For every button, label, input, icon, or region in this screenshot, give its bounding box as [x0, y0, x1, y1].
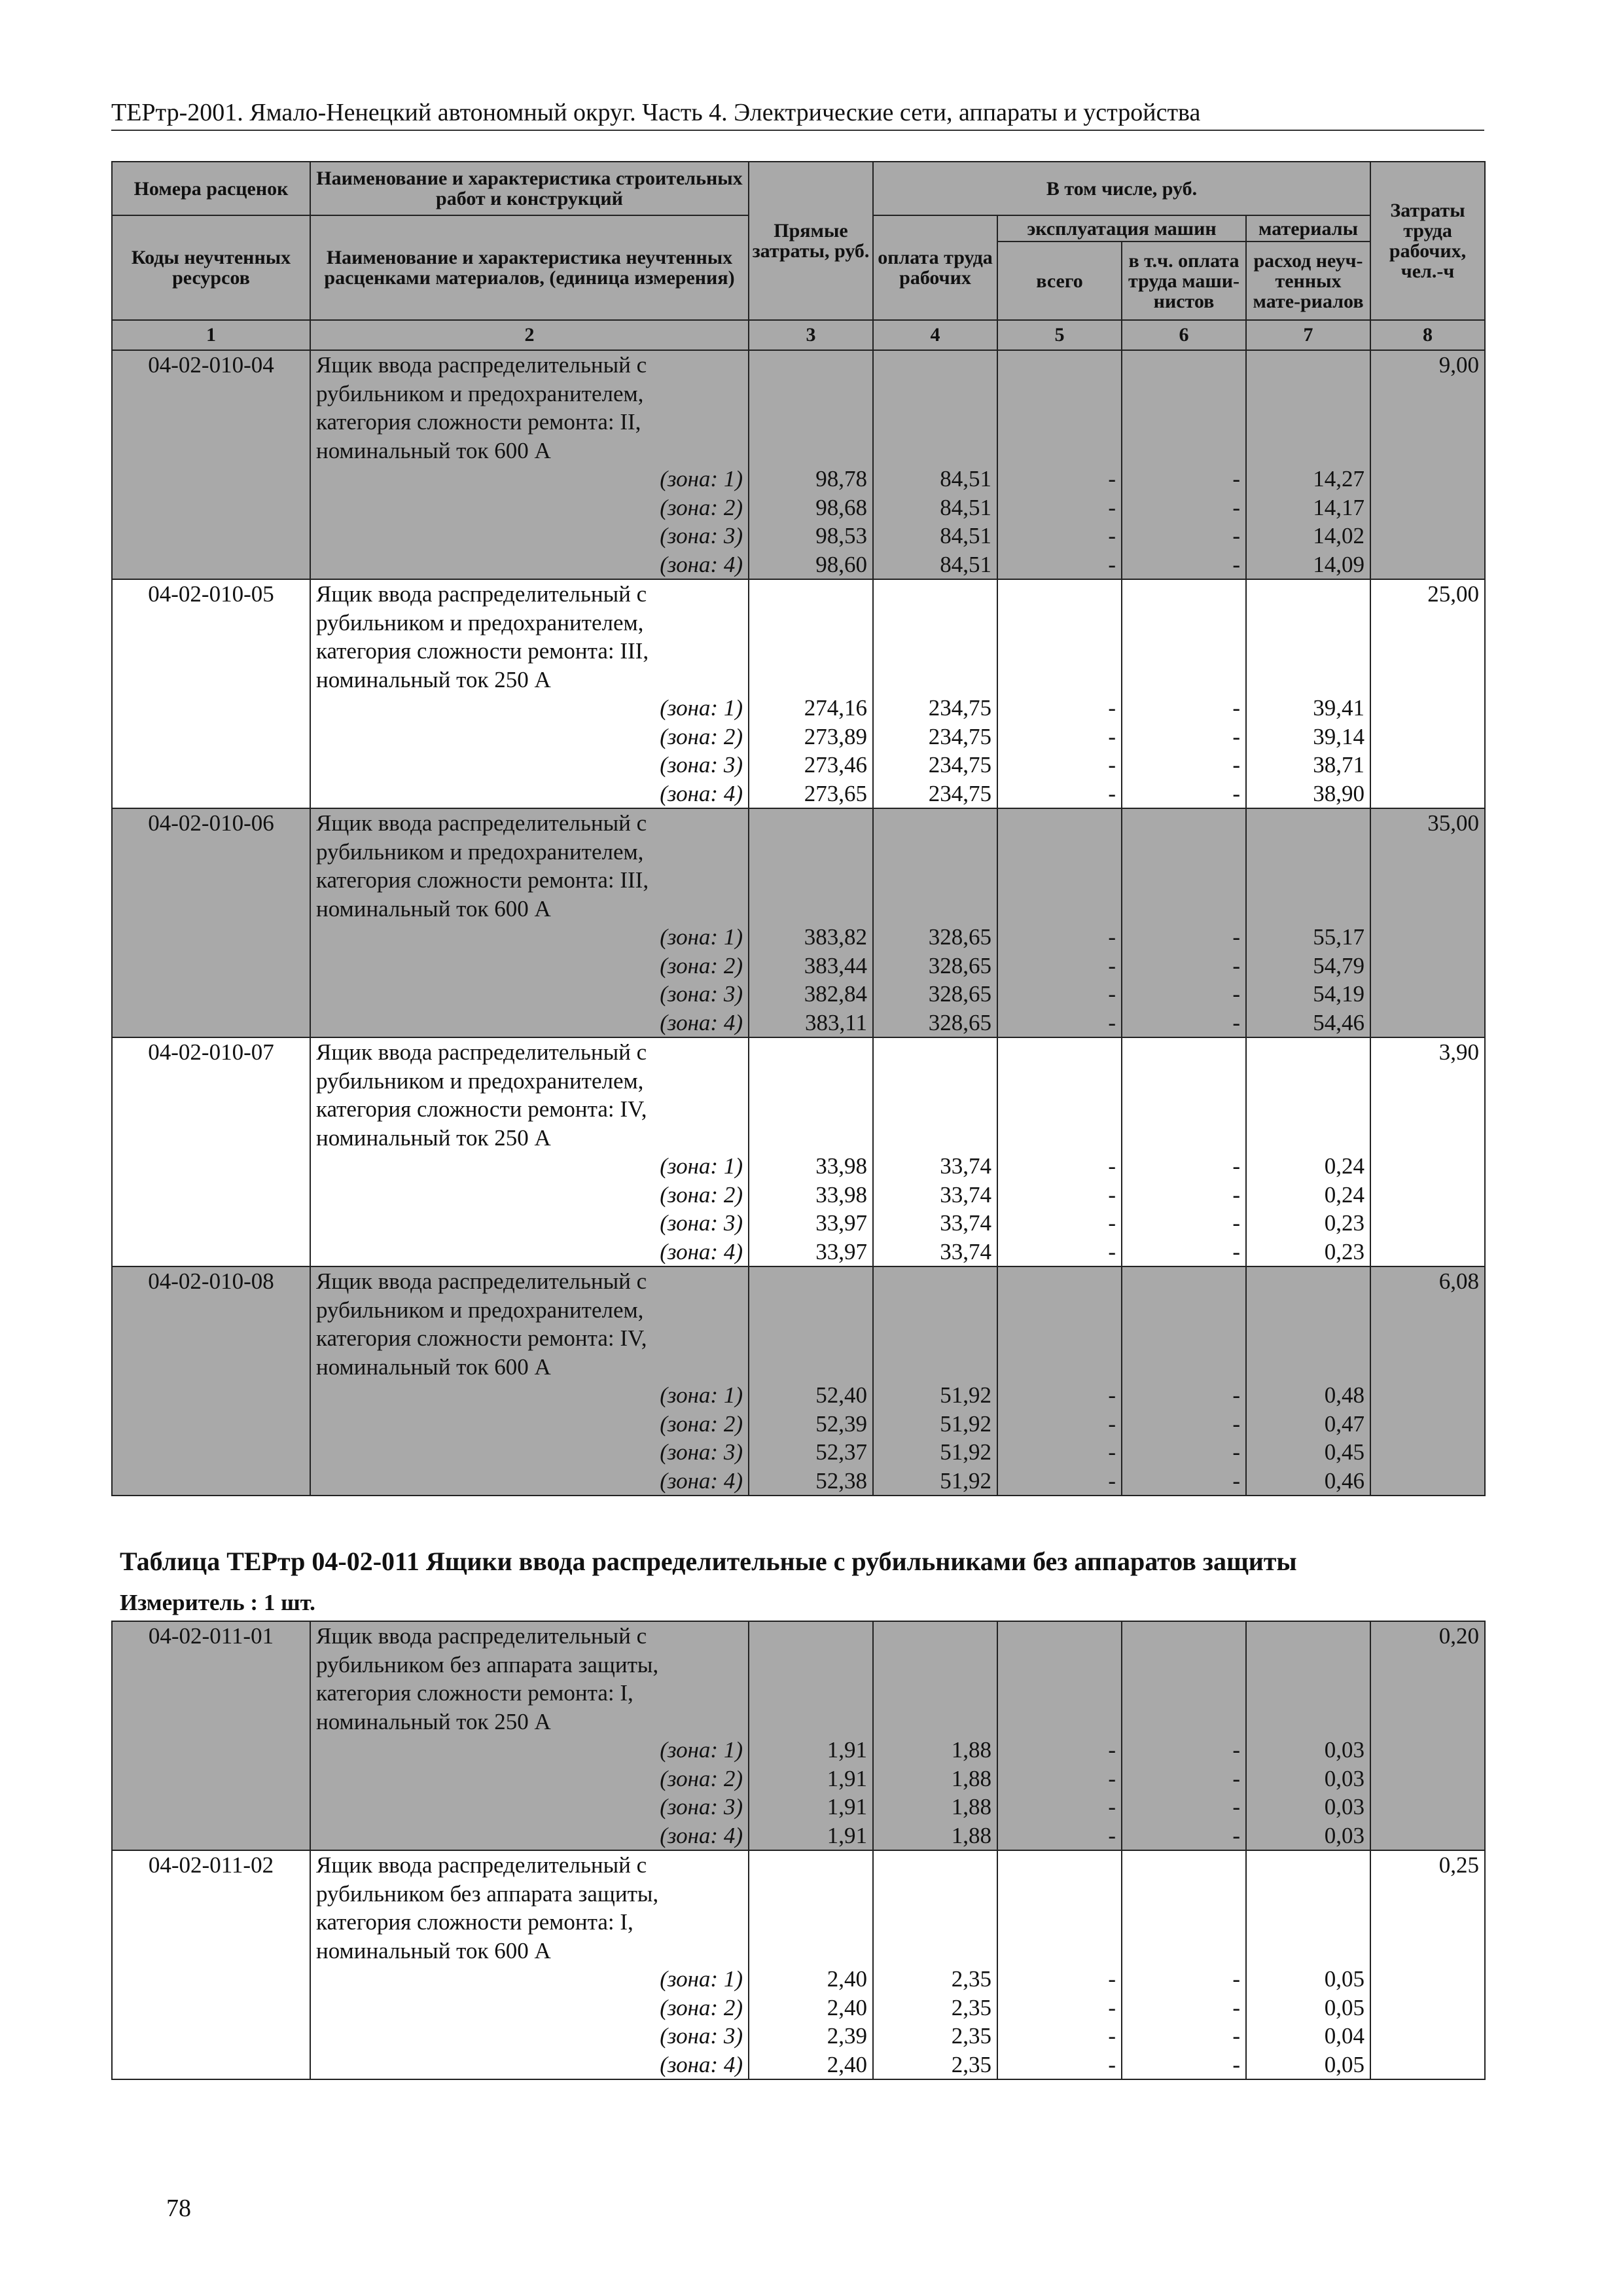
machinist-pay-cell: [1122, 1850, 1246, 2079]
worker-pay-cell: [873, 1621, 997, 1850]
machinist-pay-value: -: [1232, 551, 1240, 577]
table-meter: Измеритель : 1 шт.: [120, 1590, 315, 1615]
materials-value: 0,03: [1324, 1822, 1364, 1848]
direct-cost-value: 383,44: [804, 952, 867, 978]
machine-total-value: -: [1108, 1994, 1116, 2020]
materials-value: 0,24: [1324, 1153, 1365, 1179]
direct-cost-value: 98,53: [815, 523, 867, 548]
machine-total-value: -: [1108, 466, 1116, 492]
machinist-pay-value: -: [1232, 1238, 1240, 1265]
direct-cost-value: 2,40: [827, 1994, 867, 2020]
machinist-pay-value: -: [1232, 695, 1240, 721]
worker-pay-value: 234,75: [928, 752, 991, 778]
machine-total-value: -: [1108, 752, 1116, 778]
zone-label: (зона: 3): [660, 2023, 743, 2049]
machine-total-cell: [997, 808, 1122, 1037]
col-number: 8: [1370, 320, 1485, 350]
materials-header: материалы: [1246, 215, 1370, 242]
rate-code: 04-02-010-06: [112, 808, 310, 1037]
machinist-pay-value: -: [1232, 981, 1240, 1007]
zone-label: (зона: 2): [660, 494, 743, 520]
worker-pay-value: 33,74: [940, 1238, 991, 1265]
materials-value: 54,46: [1313, 1009, 1365, 1035]
machine-total-value: -: [1108, 723, 1116, 749]
labor-cost: 0,20: [1370, 1621, 1485, 1850]
worker-pay-value: 328,65: [928, 981, 991, 1007]
machinist-pay-value: -: [1232, 1966, 1240, 1992]
worker-pay-value: 2,35: [951, 1966, 991, 1992]
direct-cost-value: 273,65: [804, 780, 867, 806]
materials-value: 54,79: [1313, 952, 1365, 978]
worker-pay-value: 84,51: [940, 551, 991, 577]
table-row: [112, 1266, 1485, 1496]
zone-label: (зона: 4): [660, 1822, 743, 1848]
direct-cost-value: 383,11: [805, 1009, 867, 1035]
zone-label: (зона: 1): [660, 1153, 743, 1179]
materials-value: 0,23: [1324, 1238, 1365, 1265]
materials-value: 0,23: [1324, 1210, 1365, 1236]
direct-cost-value: 382,84: [804, 981, 867, 1007]
machinist-pay-value: -: [1232, 1382, 1240, 1408]
machinist-pay-value: -: [1232, 723, 1240, 749]
direct-cost-cell: [749, 350, 873, 579]
machine-total-value: -: [1108, 695, 1116, 721]
worker-pay-cell: [873, 350, 997, 579]
table-row: [112, 350, 1485, 579]
machine-total-value: -: [1108, 523, 1116, 548]
description-line: номинальный ток 600 А: [316, 1354, 551, 1380]
rate-description: [310, 579, 749, 808]
machinist-pay-value: -: [1232, 1737, 1240, 1763]
direct-cost-value: 1,91: [827, 1794, 867, 1820]
machine-total-cell: [997, 1621, 1122, 1850]
worker-pay-value: 51,92: [940, 1382, 991, 1408]
description-line: Ящик ввода распределительный с: [316, 1039, 647, 1065]
table-row: [112, 808, 1485, 1037]
worker-pay-value: 2,35: [951, 1994, 991, 2020]
worker-pay-cell: [873, 1266, 997, 1496]
materials-cell: [1246, 1266, 1370, 1496]
worker-pay-value: 33,74: [940, 1181, 991, 1208]
col6-header: в т.ч. оплата труда маши-нистов: [1122, 242, 1246, 320]
machine-total-value: -: [1108, 1439, 1116, 1465]
col3-header: Прямые затраты, руб.: [749, 162, 873, 320]
worker-pay-value: 234,75: [928, 723, 991, 749]
direct-cost-value: 33,97: [815, 1238, 867, 1265]
rate-code: 04-02-010-04: [112, 350, 310, 579]
zone-label: (зона: 4): [660, 551, 743, 577]
machine-total-cell: [997, 1037, 1122, 1266]
direct-cost-value: 33,98: [815, 1181, 867, 1208]
machinist-pay-value: -: [1232, 523, 1240, 548]
description-line: категория сложности ремонта: IV,: [316, 1096, 647, 1122]
machine-total-value: -: [1108, 1467, 1116, 1494]
machinist-pay-value: -: [1232, 1994, 1240, 2020]
description-line: рубильником без аппарата защиты,: [316, 1651, 659, 1677]
zone-label: (зона: 4): [660, 2051, 743, 2077]
machinist-pay-value: -: [1232, 1794, 1240, 1820]
materials-value: 38,71: [1313, 752, 1365, 778]
zone-label: (зона: 3): [660, 1439, 743, 1465]
description-line: номинальный ток 250 А: [316, 666, 551, 692]
zone-label: (зона: 2): [660, 723, 743, 749]
machine-total-value: -: [1108, 1822, 1116, 1848]
machine-total-cell: [997, 579, 1122, 808]
materials-value: 0,05: [1324, 1966, 1364, 1992]
machine-total-value: -: [1108, 494, 1116, 520]
worker-pay-cell: [873, 579, 997, 808]
machine-total-value: -: [1108, 551, 1116, 577]
materials-value: 0,47: [1324, 1410, 1365, 1437]
materials-value: 0,46: [1324, 1467, 1365, 1494]
description-line: номинальный ток 600 А: [316, 895, 551, 922]
zone-label: (зона: 3): [660, 752, 743, 778]
rate-description: [310, 1037, 749, 1266]
worker-pay-cell: [873, 1850, 997, 2079]
table-title: Таблица ТЕРтр 04-02-011 Ящики ввода распределительные с рубильниками без аппаратов защиты: [120, 1547, 1297, 1576]
col8-header: Затраты труда рабочих, чел.-ч: [1370, 162, 1485, 320]
direct-cost-cell: [749, 1850, 873, 2079]
direct-cost-value: 2,39: [827, 2023, 867, 2049]
col2-header-top: Наименование и характеристика строительных работ и конструкций: [310, 162, 749, 215]
materials-cell: [1246, 350, 1370, 579]
direct-cost-cell: [749, 808, 873, 1037]
zone-label: (зона: 4): [660, 1238, 743, 1265]
labor-cost: 9,00: [1370, 350, 1485, 579]
materials-value: 0,45: [1324, 1439, 1365, 1465]
machinist-pay-cell: [1122, 350, 1246, 579]
direct-cost-cell: [749, 1037, 873, 1266]
zone-label: (зона: 2): [660, 1181, 743, 1208]
description-line: рубильником и предохранителем,: [316, 838, 644, 865]
zone-label: (зона: 3): [660, 523, 743, 548]
description-line: рубильником без аппарата защиты,: [316, 1880, 659, 1907]
machinist-pay-value: -: [1232, 466, 1240, 492]
direct-cost-value: 52,39: [815, 1410, 867, 1437]
materials-value: 14,09: [1313, 551, 1365, 577]
direct-cost-cell: [749, 1621, 873, 1850]
zone-label: (зона: 1): [660, 924, 743, 950]
worker-pay-value: 234,75: [928, 780, 991, 806]
materials-value: 14,02: [1313, 523, 1365, 548]
machinist-pay-value: -: [1232, 1009, 1240, 1035]
rates-table-011: [111, 1621, 1486, 2080]
zone-label: (зона: 2): [660, 1765, 743, 1791]
materials-value: 0,48: [1324, 1382, 1365, 1408]
worker-pay-value: 328,65: [928, 924, 991, 950]
description-line: категория сложности ремонта: II,: [316, 409, 641, 435]
col-number: 6: [1122, 320, 1246, 350]
rate-description: [310, 1850, 749, 2079]
materials-value: 54,19: [1313, 981, 1365, 1007]
materials-cell: [1246, 808, 1370, 1037]
col-number: 4: [873, 320, 997, 350]
table-row: [112, 579, 1485, 808]
machine-total-value: -: [1108, 1765, 1116, 1791]
worker-pay-value: 51,92: [940, 1467, 991, 1494]
machine-total-value: -: [1108, 1966, 1116, 1992]
direct-cost-value: 98,68: [815, 494, 867, 520]
machinist-pay-value: -: [1232, 1765, 1240, 1791]
rate-description: [310, 1266, 749, 1496]
machinist-pay-value: -: [1232, 924, 1240, 950]
machinist-pay-cell: [1122, 1266, 1246, 1496]
machinist-pay-value: -: [1232, 780, 1240, 806]
direct-cost-value: 1,91: [827, 1765, 867, 1791]
labor-cost: 3,90: [1370, 1037, 1485, 1266]
machines-header: эксплуатация машин: [997, 215, 1246, 242]
labor-cost: 35,00: [1370, 808, 1485, 1037]
worker-pay-value: 328,65: [928, 952, 991, 978]
machinist-pay-cell: [1122, 1621, 1246, 1850]
zone-label: (зона: 1): [660, 466, 743, 492]
materials-value: 14,27: [1313, 466, 1365, 492]
materials-value: 0,24: [1324, 1181, 1365, 1208]
zone-label: (зона: 1): [660, 1382, 743, 1408]
table-row: [112, 1850, 1485, 2079]
worker-pay-value: 1,88: [951, 1765, 991, 1791]
machine-total-value: -: [1108, 1153, 1116, 1179]
zone-label: (зона: 1): [660, 1737, 743, 1763]
description-line: номинальный ток 600 А: [316, 1937, 551, 1964]
worker-pay-value: 234,75: [928, 695, 991, 721]
machine-total-value: -: [1108, 1410, 1116, 1437]
page-header: ТЕРтр-2001. Ямало-Ненецкий автономный округ. Часть 4. Электрические сети, аппараты и устройства: [111, 97, 1484, 131]
worker-pay-value: 84,51: [940, 523, 991, 548]
rate-description: [310, 1621, 749, 1850]
direct-cost-cell: [749, 579, 873, 808]
direct-cost-value: 98,60: [815, 551, 867, 577]
worker-pay-cell: [873, 808, 997, 1037]
table-row: [112, 1037, 1485, 1266]
materials-value: 0,03: [1324, 1737, 1364, 1763]
machine-total-value: -: [1108, 924, 1116, 950]
direct-cost-value: 2,40: [827, 2051, 867, 2077]
direct-cost-cell: [749, 1266, 873, 1496]
zone-label: (зона: 3): [660, 981, 743, 1007]
description-line: категория сложности ремонта: IV,: [316, 1325, 647, 1351]
machine-total-value: -: [1108, 1210, 1116, 1236]
materials-value: 0,05: [1324, 1994, 1364, 2020]
machine-total-value: -: [1108, 1009, 1116, 1035]
direct-cost-value: 33,97: [815, 1210, 867, 1236]
col-number: 5: [997, 320, 1122, 350]
table-011-body: [112, 1621, 1485, 2079]
zone-label: (зона: 4): [660, 780, 743, 806]
worker-pay-value: 51,92: [940, 1439, 991, 1465]
rate-code: 04-02-010-08: [112, 1266, 310, 1496]
col5-header: всего: [997, 242, 1122, 320]
rate-code: 04-02-011-02: [112, 1850, 310, 2079]
description-line: категория сложности ремонта: I,: [316, 1909, 633, 1935]
direct-cost-value: 52,40: [815, 1382, 867, 1408]
materials-value: 55,17: [1313, 924, 1365, 950]
zone-label: (зона: 3): [660, 1794, 743, 1820]
rate-description: [310, 350, 749, 579]
materials-cell: [1246, 1850, 1370, 2079]
materials-value: 0,04: [1324, 2023, 1364, 2049]
machinist-pay-cell: [1122, 808, 1246, 1037]
machinist-pay-value: -: [1232, 952, 1240, 978]
description-line: категория сложности ремонта: I,: [316, 1680, 633, 1706]
page-number: 78: [166, 2195, 191, 2222]
worker-pay-value: 1,88: [951, 1822, 991, 1848]
direct-cost-value: 52,37: [815, 1439, 867, 1465]
machine-total-cell: [997, 350, 1122, 579]
machine-total-cell: [997, 1266, 1122, 1496]
direct-cost-value: 98,78: [815, 466, 867, 492]
description-line: номинальный ток 600 А: [316, 437, 551, 463]
labor-cost: 6,08: [1370, 1266, 1485, 1496]
description-line: номинальный ток 250 А: [316, 1708, 551, 1734]
materials-cell: [1246, 1037, 1370, 1266]
machine-total-value: -: [1108, 1382, 1116, 1408]
description-line: рубильником и предохранителем,: [316, 1067, 644, 1094]
worker-pay-value: 2,35: [951, 2023, 991, 2049]
machinist-pay-value: -: [1232, 2023, 1240, 2049]
rate-code: 04-02-011-01: [112, 1621, 310, 1850]
rate-code: 04-02-010-05: [112, 579, 310, 808]
col7-header: расход неуч-тенных мате-риалов: [1246, 242, 1370, 320]
machinist-pay-cell: [1122, 579, 1246, 808]
machinist-pay-value: -: [1232, 752, 1240, 778]
direct-cost-value: 1,91: [827, 1822, 867, 1848]
description-line: рубильником и предохранителем,: [316, 1297, 644, 1323]
direct-cost-value: 383,82: [804, 924, 867, 950]
table-row: [112, 1621, 1485, 1850]
description-line: номинальный ток 250 А: [316, 1124, 551, 1151]
direct-cost-value: 1,91: [827, 1737, 867, 1763]
direct-cost-value: 274,16: [804, 695, 867, 721]
description-line: рубильником и предохранителем,: [316, 609, 644, 636]
zone-label: (зона: 1): [660, 695, 743, 721]
col-number: 3: [749, 320, 873, 350]
worker-pay-value: 84,51: [940, 494, 991, 520]
machinist-pay-value: -: [1232, 2051, 1240, 2077]
zone-label: (зона: 2): [660, 1994, 743, 2020]
machine-total-value: -: [1108, 2051, 1116, 2077]
machinist-pay-value: -: [1232, 1439, 1240, 1465]
labor-cost: 25,00: [1370, 579, 1485, 808]
zone-label: (зона: 1): [660, 1966, 743, 1992]
worker-pay-value: 2,35: [951, 2051, 991, 2077]
col-number: 1: [112, 320, 310, 350]
worker-pay-value: 1,88: [951, 1737, 991, 1763]
worker-pay-cell: [873, 1037, 997, 1266]
machine-total-value: -: [1108, 1181, 1116, 1208]
description-line: Ящик ввода распределительный с: [316, 1623, 647, 1649]
direct-cost-value: 33,98: [815, 1153, 867, 1179]
machine-total-value: -: [1108, 1794, 1116, 1820]
machine-total-value: -: [1108, 1238, 1116, 1265]
machinist-pay-cell: [1122, 1037, 1246, 1266]
zone-label: (зона: 2): [660, 952, 743, 978]
description-line: Ящик ввода распределительный с: [316, 581, 647, 607]
materials-value: 39,14: [1313, 723, 1365, 749]
worker-pay-value: 33,74: [940, 1210, 991, 1236]
machinist-pay-value: -: [1232, 494, 1240, 520]
machinist-pay-value: -: [1232, 1467, 1240, 1494]
machine-total-value: -: [1108, 780, 1116, 806]
machinist-pay-value: -: [1232, 1410, 1240, 1437]
machine-total-value: -: [1108, 2023, 1116, 2049]
materials-value: 0,03: [1324, 1794, 1364, 1820]
zone-label: (зона: 2): [660, 1410, 743, 1437]
description-line: категория сложности ремонта: III,: [316, 867, 649, 893]
worker-pay-value: 51,92: [940, 1410, 991, 1437]
worker-pay-value: 328,65: [928, 1009, 991, 1035]
table-010-body: [112, 350, 1485, 1496]
machine-total-value: -: [1108, 981, 1116, 1007]
materials-value: 38,90: [1313, 780, 1365, 806]
zone-label: (зона: 4): [660, 1467, 743, 1494]
description-line: Ящик ввода распределительный с: [316, 1852, 647, 1878]
col-number: 2: [310, 320, 749, 350]
rate-code: 04-02-010-07: [112, 1037, 310, 1266]
machine-total-value: -: [1108, 952, 1116, 978]
description-line: категория сложности ремонта: III,: [316, 638, 649, 664]
rate-description: [310, 808, 749, 1037]
description-line: Ящик ввода распределительный с: [316, 1268, 647, 1294]
materials-value: 14,17: [1313, 494, 1365, 520]
machinist-pay-value: -: [1232, 1210, 1240, 1236]
col1-header-top: Номера расценок: [112, 162, 310, 215]
worker-pay-value: 33,74: [940, 1153, 991, 1179]
worker-pay-value: 84,51: [940, 466, 991, 492]
zone-label: (зона: 4): [660, 1009, 743, 1035]
description-line: Ящик ввода распределительный с: [316, 810, 647, 836]
materials-value: 0,03: [1324, 1765, 1364, 1791]
direct-cost-value: 2,40: [827, 1966, 867, 1992]
col-number: 7: [1246, 320, 1370, 350]
materials-value: 39,41: [1313, 695, 1365, 721]
worker-pay-value: 1,88: [951, 1794, 991, 1820]
zone-label: (зона: 3): [660, 1210, 743, 1236]
machinist-pay-value: -: [1232, 1181, 1240, 1208]
direct-cost-value: 52,38: [815, 1467, 867, 1494]
materials-value: 0,05: [1324, 2051, 1364, 2077]
description-line: Ящик ввода распределительный с: [316, 352, 647, 378]
description-line: рубильником и предохранителем,: [316, 380, 644, 406]
machinist-pay-value: -: [1232, 1153, 1240, 1179]
col1-header-bottom: Коды неучтенных ресурсов: [112, 215, 310, 320]
direct-cost-value: 273,46: [804, 752, 867, 778]
rates-table-010: [111, 161, 1486, 1496]
materials-cell: [1246, 579, 1370, 808]
labor-cost: 0,25: [1370, 1850, 1485, 2079]
incl-header: В том числе, руб.: [873, 162, 1370, 215]
machine-total-cell: [997, 1850, 1122, 2079]
materials-cell: [1246, 1621, 1370, 1850]
direct-cost-value: 273,89: [804, 723, 867, 749]
machinist-pay-value: -: [1232, 1822, 1240, 1848]
col4-header: оплата труда рабочих: [873, 215, 997, 320]
col2-header-bottom: Наименование и характеристика неучтенных расценками материалов, (единица измерения): [310, 215, 749, 320]
machine-total-value: -: [1108, 1737, 1116, 1763]
